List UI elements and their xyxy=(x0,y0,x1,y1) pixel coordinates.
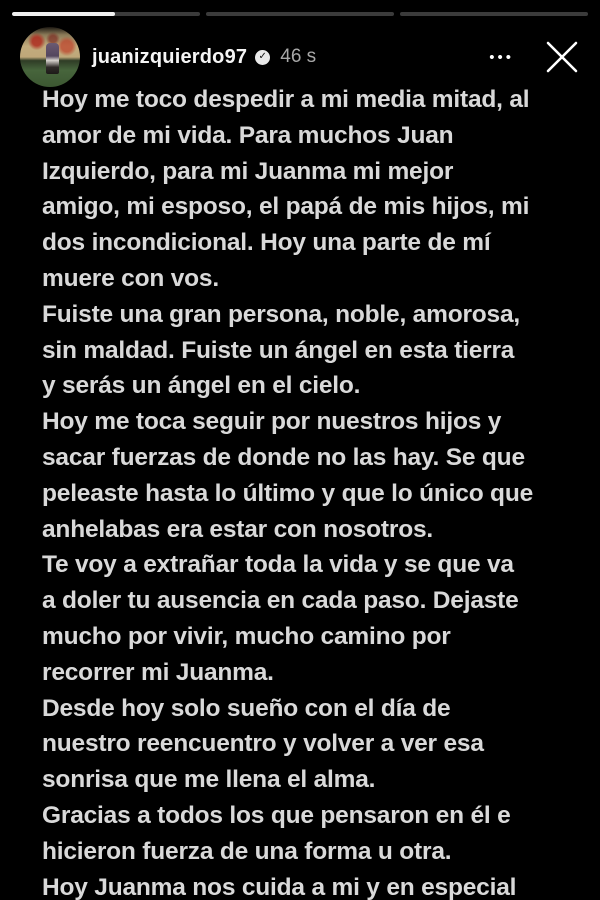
story-text-line: peleaste hasta lo último y que lo único que xyxy=(42,479,534,507)
story-text-line: dos incondicional. Hoy una parte de mí xyxy=(42,229,491,257)
story-text-line: hicieron fuerza de una forma u otra. xyxy=(42,837,452,865)
story-text-line: Izquierdo, para mi Juanma mi mejor xyxy=(42,157,454,185)
story-text xyxy=(42,82,582,900)
story-text-line: Hoy me toco despedir a mi media mitad, al xyxy=(42,86,530,113)
story-text-line: sacar fuerzas de donde no las hay. Se que xyxy=(42,443,525,471)
story-text-line: Fuiste una gran persona, noble, amorosa, xyxy=(42,300,521,328)
story-text-line: sonrisa que me llena el alma. xyxy=(42,766,376,794)
story-text-line: sin maldad. Fuiste un ángel en esta tierra xyxy=(42,336,515,364)
story-text-line: anhelabas era estar con nosotros. xyxy=(42,515,433,543)
story-text-line: mucho por vivir, mucho camino por xyxy=(42,622,451,650)
close-icon[interactable] xyxy=(538,33,586,81)
progress-segment-1 xyxy=(12,12,200,16)
avatar[interactable] xyxy=(20,27,80,87)
story-text-line: a doler tu ausencia en cada paso. Dejaste xyxy=(42,587,519,615)
story-header xyxy=(20,26,586,88)
user-block[interactable] xyxy=(92,46,316,69)
story-text-line: amor de mi vida. Para muchos Juan xyxy=(42,121,454,149)
story-progress-bar xyxy=(12,12,588,16)
more-options-icon[interactable]: ••• xyxy=(483,40,520,75)
story-text-line: amigo, mi esposo, el papá de mis hijos, mi xyxy=(42,193,530,221)
username[interactable]: juanizquierdo97 xyxy=(92,45,248,68)
story-text-line: Gracias a todos los que pensaron en él e xyxy=(42,801,511,829)
story-text-line: Desde hoy solo sueño con el día de xyxy=(42,694,451,722)
story-text-line: Hoy me toca seguir por nuestros hijos y xyxy=(42,408,502,436)
story-text-line: nuestro reencuentro y volver a ver esa xyxy=(42,730,484,758)
story-text-line: y serás un ángel en el cielo. xyxy=(42,372,361,400)
story-text-line: recorrer mi Juanma. xyxy=(42,658,274,686)
story-text-line: Hoy Juanma nos cuida a mi y en especial xyxy=(42,873,517,900)
verified-badge-icon: ✓ xyxy=(255,50,270,65)
avatar-photo-figure xyxy=(46,43,59,74)
story-timestamp: 46 s xyxy=(280,46,317,67)
progress-segment-3 xyxy=(400,12,588,16)
progress-fill xyxy=(12,12,115,16)
story-text-line: Te voy a extrañar toda la vida y se que va xyxy=(42,551,514,579)
progress-segment-2 xyxy=(206,12,394,16)
story-text-line: muere con vos. xyxy=(42,264,219,292)
